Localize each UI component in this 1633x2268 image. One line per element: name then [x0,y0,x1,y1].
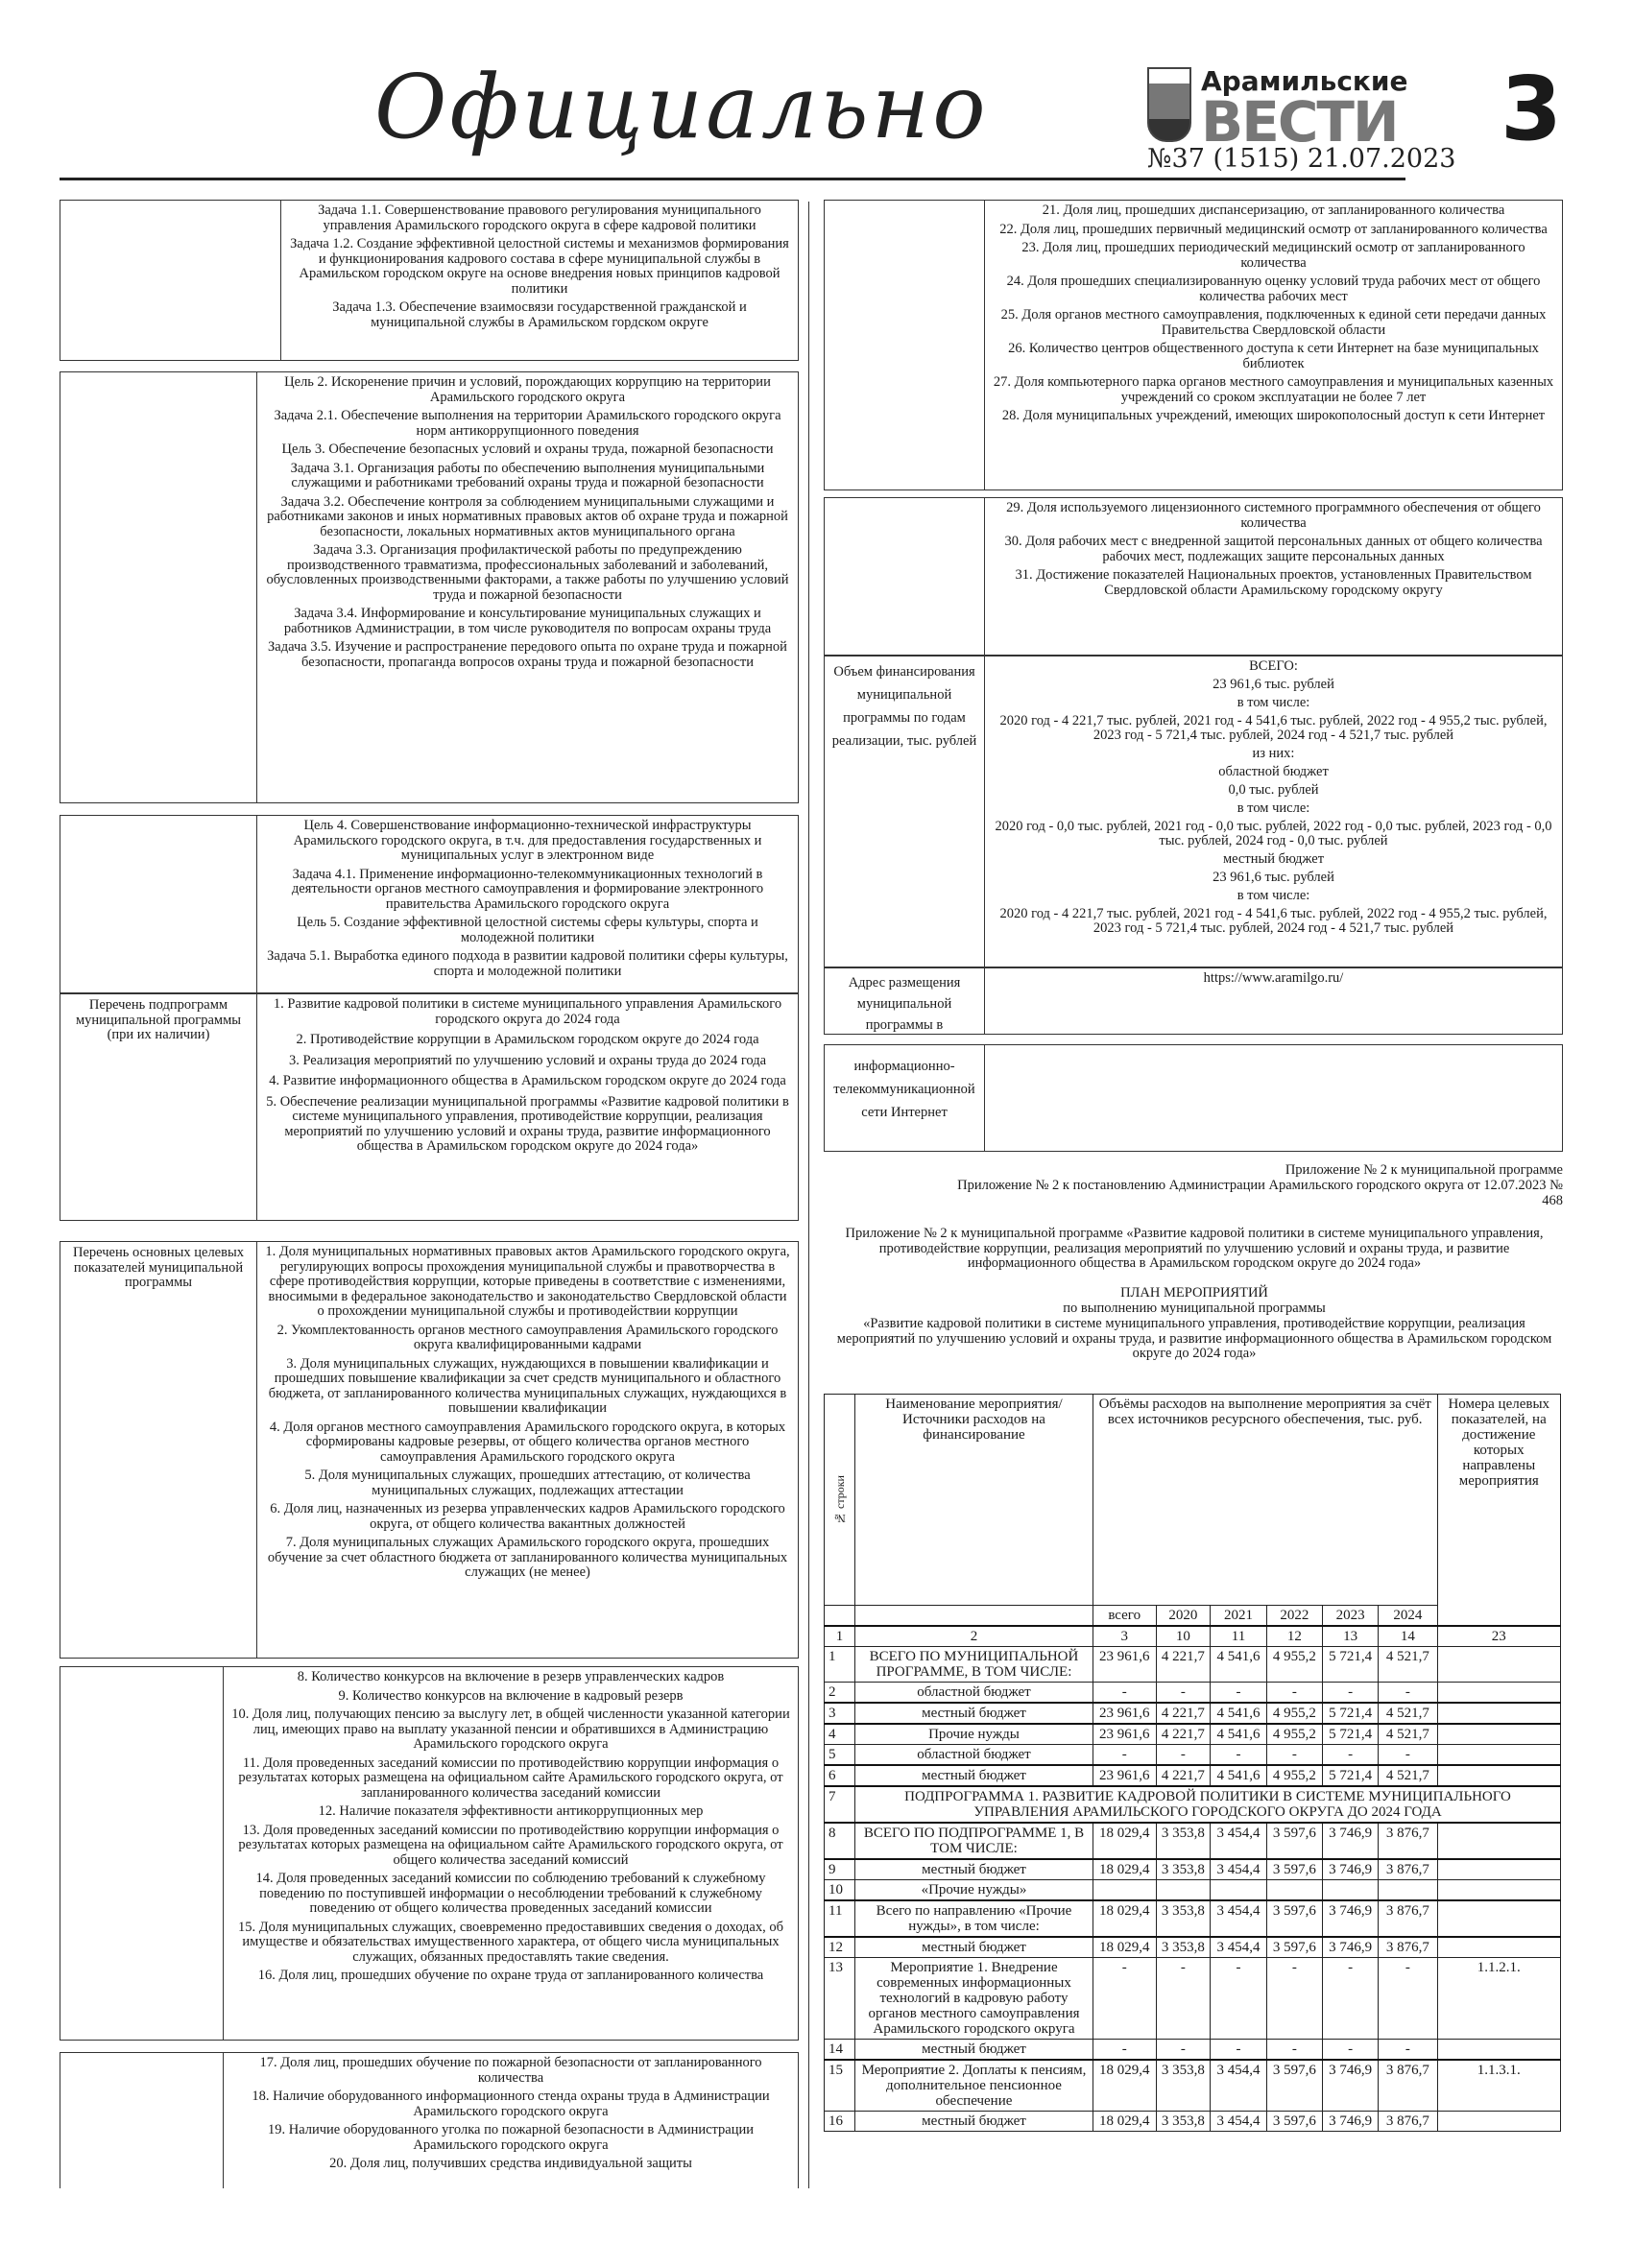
address-box-cont [824,1044,1563,1152]
column-number: 2 [855,1626,1093,1647]
appendix-note-1: Приложение № 2 к муниципальной программе [1285,1162,1563,1178]
address-label: Адрес размещения муниципальной программы в [825,968,985,1034]
year-header: 2022 [1266,1606,1322,1627]
row-value: - [1211,1683,1266,1704]
table-row [825,1745,1561,1766]
list-item: 24. Доля прошедших специализированную оценку условий труда рабочих мест от общего количества рабочих мест [1006,274,1541,304]
row-value [1437,1765,1561,1786]
list-item: 10. Доля лиц, получающих пенсию за выслугу лет, в общей численности указанной категории лиц, имеющих право на выплату указанной пенсии и обратившихся в Администрацию Арамильского городского округа [231,1707,790,1752]
row-value [1322,1880,1378,1901]
row-value: 4 955,2 [1266,1647,1322,1683]
row-value: 23 961,6 [1093,1765,1156,1786]
row-value: 4 955,2 [1266,1703,1322,1724]
goals-list [257,372,798,802]
column-number: 11 [1211,1626,1266,1647]
row-value: - [1379,1745,1437,1766]
year-header: 2024 [1379,1606,1437,1627]
row-value: 4 521,7 [1379,1765,1437,1786]
row-value: - [1211,1958,1266,2040]
indicators-box-3 [60,2052,799,2188]
row-value: 3 597,6 [1266,2112,1322,2132]
row-value: 18 029,4 [1093,1937,1156,1958]
row-value: 3 353,8 [1156,2060,1211,2112]
list-item: Задача 4.1. Применение информационно-телекоммуникационных технологий в деятельности органов местного самоуправления и формирование электронного правительства Арамильского городского округа [291,866,764,912]
list-item: 5. Обеспечение реализации муниципальной программы «Развитие кадровой политики в системе муниципального управления, противодействие коррупции, реализация мероприятий по улучшению условий и охраны труда, развитие информационного общества в Арамильском городском округе до 2024 года» [266,1093,789,1154]
row-value: 5 721,4 [1322,1765,1378,1786]
row-number: 8 [825,1823,855,1859]
goals-list [257,816,798,992]
list-item: 19. Наличие оборудованного уголка по пожарной безопасности в Администрации Арамильского городского округа [267,2122,755,2153]
row-value: 3 597,6 [1266,2060,1322,2112]
row-value: - [1322,1745,1378,1766]
list-item: Задача 3.4. Информирование и консультирование муниципальных служащих и работников Администрации, в том числе руководителя по вопросам охраны труда [283,606,772,636]
row-value: - [1156,2040,1211,2061]
list-item: в том числе: [1237,888,1310,903]
row-value: 4 521,7 [1379,1724,1437,1745]
list-item: 2020 год - 4 221,7 тыс. рублей, 2021 год - 4 541,6 тыс. рублей, 2022 год - 4 955,2 тыс. рублей, 2023 год - 5 721,4 тыс. рублей, 2024 год - 4 521,7 тыс. рублей [999,906,1548,936]
row-value: 4 955,2 [1266,1724,1322,1745]
row-value: - [1211,2040,1266,2061]
list-item: 23 961,6 тыс. рублей [1213,870,1334,885]
row-number: 12 [825,1937,855,1958]
row-value: 3 746,9 [1322,1859,1378,1880]
indicators-box-5 [824,497,1563,656]
row-value: 3 454,4 [1211,1900,1266,1937]
table-row [825,1786,1561,1823]
row-name: местный бюджет [855,1859,1093,1880]
row-name: Всего по направлению «Прочие нужды», в том числе: [855,1900,1093,1937]
row-value: 3 876,7 [1379,1900,1437,1937]
indicators-box-2 [60,1666,799,2041]
row-name: местный бюджет [855,1937,1093,1958]
row-value: 4 541,6 [1211,1724,1266,1745]
address-label-cont: информационно-телекоммуникационной сети Интернет [825,1045,985,1151]
table-row [825,1880,1561,1901]
row-value: 4 221,7 [1156,1703,1211,1724]
row-value [1437,1683,1561,1704]
row-value: 5 721,4 [1322,1647,1378,1683]
row-name: Мероприятие 2. Доплаты к пенсиям, дополнительное пенсионное обеспечение [855,2060,1093,2112]
row-value: 3 746,9 [1322,2060,1378,2112]
table-row [825,1823,1561,1859]
row-value [1379,1880,1437,1901]
table-row [825,1958,1561,2040]
row-value [1437,1937,1561,1958]
list-item: 23. Доля лиц, прошедших периодический медицинский осмотр от запланированного количества [1021,240,1525,271]
row-value [1437,1900,1561,1937]
row-value: - [1266,1958,1322,2040]
header-name: Наименование мероприятия/Источники расходов на финансирование [855,1395,1093,1606]
row-value: - [1322,1683,1378,1704]
list-item: 2. Укомплектованность органов местного самоуправления Арамильского городского округа квалифицированными кадрами [276,1322,779,1352]
row-value: 3 353,8 [1156,1823,1211,1859]
row-value: 18 029,4 [1093,2060,1156,2112]
row-value: - [1266,2040,1322,2061]
row-value: 3 454,4 [1211,1823,1266,1859]
section-title: Официально [374,56,989,158]
list-item: 2. Противодействие коррупции в Арамильском городском округе до 2024 года [296,1032,759,1047]
indicators-label: Перечень основных целевых показателей муниципальной программы [60,1242,257,1658]
page-number: 3 [1501,58,1563,160]
list-item: Цель 2. Искоренение причин и условий, порождающих коррупцию на территории Арамильского городского округа [284,374,771,405]
plan-subtitle: по выполнению муниципальной программы [1063,1301,1326,1316]
row-value [1211,1880,1266,1901]
coat-of-arms-icon [1147,67,1191,142]
row-value: 23 961,6 [1093,1703,1156,1724]
row-name: местный бюджет [855,2040,1093,2061]
row-value: 3 353,8 [1156,1937,1211,1958]
row-value: 3 876,7 [1379,2060,1437,2112]
row-number: 16 [825,2112,855,2132]
list-item: местный бюджет [1222,851,1325,867]
row-value: - [1266,1683,1322,1704]
list-item: 8. Количество конкурсов на включение в резерв управленческих кадров [297,1669,725,1684]
row-value: 4 955,2 [1266,1765,1322,1786]
list-item: 4. Доля органов местного самоуправления Арамильского городского округа, в которых сформированы кадровые резервы, от общего количества органов местного самоуправления Арамильского городского округа [269,1419,786,1465]
row-value: 3 746,9 [1322,1937,1378,1958]
row-name: областной бюджет [855,1745,1093,1766]
row-value: 3 454,4 [1211,2060,1266,2112]
plan-program-name: «Развитие кадровой политики в системе муниципального управления, противодействие коррупции, реализация мероприятий по улучшению условий и охраны труда, и развитие информационного общества в Арамильском городском округе до 2024 года» [836,1316,1552,1361]
row-number: 13 [825,1958,855,2040]
issue-info: №37 (1515) 21.07.2023 [1147,144,1456,174]
row-value: 3 746,9 [1322,2112,1378,2132]
row-number: 15 [825,2060,855,2112]
list-item: 30. Доля рабочих мест с внедренной защитой персональных данных от общего количества рабочих мест, подлежащих защите персональных данных [1004,534,1543,564]
table-row [825,1859,1561,1880]
row-value: - [1156,1958,1211,2040]
row-value: 1.1.3.1. [1437,2060,1561,2112]
list-item: 12. Наличие показателя эффективности антикоррупционных мер [318,1803,704,1819]
row-value: - [1156,1683,1211,1704]
header-volume: Объёмы расходов на выполнение мероприятия за счёт всех источников ресурсного обеспечения, тыс. руб. [1093,1395,1437,1606]
list-item: 4. Развитие информационного общества в Арамильском городском округе до 2024 года [269,1073,786,1088]
row-value: - [1093,2040,1156,2061]
row-value: - [1093,1683,1156,1704]
row-value: 4 541,6 [1211,1647,1266,1683]
financing-label: Объем финансирования муниципальной программы по годам реализации, тыс. рублей [825,657,985,967]
row-value: 18 029,4 [1093,1823,1156,1859]
row-value: - [1379,1958,1437,2040]
row-value: 4 521,7 [1379,1703,1437,1724]
row-value: 3 597,6 [1266,1859,1322,1880]
row-name: «Прочие нужды» [855,1880,1093,1901]
list-item: Задача 1.1. Совершенствование правового регулирования муниципального управления Арамильского городского округа в сфере кадровой политики [318,203,761,233]
row-value: - [1322,2040,1378,2061]
list-item: Цель 3. Обеспечение безопасных условий и охраны труда, пожарной безопасности [281,442,774,457]
list-item: в том числе: [1237,800,1310,816]
row-value [1156,1880,1211,1901]
row-value: 4 221,7 [1156,1765,1211,1786]
list-item: 13. Доля проведенных заседаний комиссии по противодействию коррупции информация о результатах которых размещена на официальном сайте Арамильского городского округа, от общего количества заседаний комиссий [238,1822,783,1868]
row-number: 10 [825,1880,855,1901]
list-item: Задача 3.3. Организация профилактической работы по предупреждению производственного травматизма, профессиональных заболеваний и заболеваний, обусловленных производственными факторами, а также работы по улучшению условий труда и пожарной безопасности [266,542,789,603]
column-number: 13 [1322,1626,1378,1647]
list-item: Задача 3.2. Обеспечение контроля за соблюдением муниципальными служащими и работниками законов и иных нормативных правовых актов об охране труда и пожарной безопасности, локальных нормативных актов муниципального органа [267,493,788,539]
list-item: 9. Количество конкурсов на включение в кадровый резерв [338,1687,684,1704]
list-item: 21. Доля лиц, прошедших диспансеризацию, от запланированного количества [1042,203,1505,218]
row-number: 14 [825,2040,855,2061]
row-name: местный бюджет [855,1703,1093,1724]
row-value: 3 876,7 [1379,1937,1437,1958]
goals-box-3 [60,815,799,993]
list-item: областной бюджет [1218,764,1329,779]
list-item: 17. Доля лиц, прошедших обучение по пожарной безопасности от запланированного количества [259,2055,762,2086]
appendix-note-2: Приложение № 2 к постановлению Администрации Арамильского городского округа от 12.07.2023 № 468 [957,1178,1563,1208]
row-value: - [1379,1683,1437,1704]
list-item: 25. Доля органов местного самоуправления, подключенных к единой сети передачи данных Правительства Свердловской области [1000,307,1547,338]
list-item: 14. Доля проведенных заседаний комиссии по соблюдению требований к служебному поведению по поступившей информации о несоблюдении требований к служебному поведению от общего количества проведенных заседаний комиссии [255,1871,766,1916]
list-item: 3. Реализация мероприятий по улучшению условий и охраны труда до 2024 года [288,1052,767,1068]
list-item: 5. Доля муниципальных служащих, прошедших аттестацию, от количества муниципальных служащих, подлежащих аттестации [304,1468,751,1498]
row-value [1437,2112,1561,2132]
row-number: 2 [825,1683,855,1704]
indicators-list [224,2053,798,2188]
list-item: 11. Доля проведенных заседаний комиссии по противодействию коррупции информация о результатах которых размещена на официальном сайте Арамильского городского округа, от запланированного количества заседаний комиссии [238,1755,783,1801]
list-item: в том числе: [1237,695,1310,710]
row-value: 23 961,6 [1093,1647,1156,1683]
address-box [824,967,1563,1035]
row-value [1437,1880,1561,1901]
header-row-number: № строки [825,1395,855,1606]
row-value: 3 353,8 [1156,1900,1211,1937]
column-number: 10 [1156,1626,1211,1647]
year-header: всего [1093,1606,1156,1627]
row-value: 18 029,4 [1093,1900,1156,1937]
column-number: 1 [825,1626,855,1647]
appendix-note-3: Приложение № 2 к муниципальной программе «Развитие кадровой политики в системе муниципального управления, противодействие коррупции, реализация мероприятий по улучшению условий и охраны труда, и развитие информационного общества в Арамильском городском округе до 2024 года» [845,1226,1544,1271]
plan-table [824,1394,1561,2132]
row-value: - [1093,1745,1156,1766]
row-name: ПОДПРОГРАММА 1. РАЗВИТИЕ КАДРОВОЙ ПОЛИТИКИ В СИСТЕМЕ МУНИЦИПАЛЬНОГО УПРАВЛЕНИЯ АРАМИЛЬСКОГО ГОРОДСКОГО ОКРУГА ДО 2024 ГОДА [855,1786,1561,1823]
table-row [825,2040,1561,2061]
column-number: 14 [1379,1626,1437,1647]
year-header: 2023 [1322,1606,1378,1627]
table-row [825,1724,1561,1745]
subprograms-label: Перечень подпрограмм муниципальной программы (при их наличии) [60,994,257,1220]
row-number: 1 [825,1647,855,1683]
row-value [1437,1745,1561,1766]
row-value: 5 721,4 [1322,1703,1378,1724]
row-value: 4 541,6 [1211,1765,1266,1786]
list-item: Задача 5.1. Выработка единого подхода в развитии кадровой политики сферы культуры, спорта и молодежной политики [267,948,788,979]
year-header: 2021 [1211,1606,1266,1627]
logo-top-text: Арамильские [1201,65,1408,97]
list-item: 20. Доля лиц, получивших средства индивидуальной защиты [329,2156,692,2171]
row-value: 3 746,9 [1322,1900,1378,1937]
row-value: 3 876,7 [1379,2112,1437,2132]
list-item: 28. Доля муниципальных учреждений, имеющих широкополосный доступ к сети Интернет [1001,408,1546,423]
indicators-box-4 [824,200,1563,490]
row-name: областной бюджет [855,1683,1093,1704]
list-item: 22. Доля лиц, прошедших первичный медицинский осмотр от запланированного количества [999,221,1548,237]
row-value: 3 353,8 [1156,1859,1211,1880]
list-item: 23 961,6 тыс. рублей [1213,677,1334,692]
row-value: 3 454,4 [1211,1859,1266,1880]
list-item: Задача 3.1. Организация работы по обеспечению выполнения муниципальными служащими и работниками требований охраны труда и пожарной безопасности [290,460,765,490]
row-value: 1.1.2.1. [1437,1958,1561,2040]
list-item: 26. Количество центров общественного доступа к сети Интернет на базе муниципальных библиотек [1008,341,1539,371]
table-row [825,1703,1561,1724]
row-value: 23 961,6 [1093,1724,1156,1745]
row-value: - [1156,1745,1211,1766]
indicators-list [224,1667,798,2040]
list-item: ВСЕГО: [1249,658,1298,674]
newspaper-logo [1147,65,1408,155]
row-value: 3 876,7 [1379,1859,1437,1880]
row-name: местный бюджет [855,2112,1093,2132]
row-value [1437,1647,1561,1683]
header-targets: Номера целевых показателей, на достижение которых направлены мероприятия [1437,1395,1561,1627]
row-value: 4 221,7 [1156,1647,1211,1683]
row-name: Прочие нужды [855,1724,1093,1745]
subprograms-box [60,993,799,1221]
row-number: 7 [825,1786,855,1823]
row-value: - [1093,1958,1156,2040]
row-value: - [1211,1745,1266,1766]
row-value [1437,1703,1561,1724]
subprograms-list [257,994,798,1220]
row-value: 4 521,7 [1379,1647,1437,1683]
list-item: из них: [1252,746,1295,761]
financing-box [824,656,1563,967]
logo-bottom-text: ВЕСТИ [1201,89,1398,155]
row-number: 4 [825,1724,855,1745]
header-divider [60,178,1405,180]
row-value [1437,2040,1561,2061]
list-item: 18. Наличие оборудованного информационного стенда охраны труда в Администрации Арамильского городского округа [252,2089,770,2119]
row-number: 9 [825,1859,855,1880]
row-number: 3 [825,1703,855,1724]
list-item: 0,0 тыс. рублей [1228,782,1319,798]
list-item: 7. Доля муниципальных служащих Арамильского городского округа, прошедших обучение за счет областного бюджета от запланированного количества муниципальных служащих (не менее) [267,1535,788,1580]
list-item: 16. Доля лиц, прошедших обучение по охране труда от запланированного количества [257,1968,764,1983]
row-value [1437,1724,1561,1745]
row-value: 3 454,4 [1211,2112,1266,2132]
indicators-list [257,1242,798,1658]
row-value [1437,1859,1561,1880]
row-value: 3 746,9 [1322,1823,1378,1859]
row-number: 6 [825,1765,855,1786]
list-item: 3. Доля муниципальных служащих, нуждающихся в повышении квалификации и прошедших повышение квалификации за счет средств муниципального и областного бюджета, от запланированного количества муниципальных служащих, нуждающихся в повышении квалификации [268,1355,787,1416]
year-header: 2020 [1156,1606,1211,1627]
row-name: местный бюджет [855,1765,1093,1786]
column-divider [808,202,809,2188]
list-item: Задача 1.3. Обеспечение взаимосвязи государственной гражданской и муниципальной службы в Арамильском гордском округе [332,299,747,330]
indicators-box [60,1241,799,1659]
column-number: 23 [1437,1626,1561,1647]
list-item: Цель 4. Совершенствование информационно-технической инфраструктуры Арамильского городского округа, в т.ч. для предоставления государственных и муниципальных услуг в электронном виде [293,818,762,863]
indicators-list [985,201,1562,489]
list-item: Задача 2.1. Обеспечение выполнения на территории Арамильского городского округа норм антикоррупционного поведения [274,408,781,439]
financing-details [985,657,1562,967]
list-item: Цель 5. Создание эффективной целостной системы сферы культуры, спорта и молодежной политики [297,915,758,945]
row-value: 18 029,4 [1093,2112,1156,2132]
column-number: 12 [1266,1626,1322,1647]
table-row [825,1765,1561,1786]
list-item: 29. Доля используемого лицензионного системного программного обеспечения от общего количества [1006,500,1541,531]
row-value: - [1266,1745,1322,1766]
table-row [825,2112,1561,2132]
row-name: Мероприятие 1. Внедрение современных информационных технологий в кадровую работу органов местного самоуправления Арамильского городского округа [855,1958,1093,2040]
row-value [1437,1823,1561,1859]
list-item: Задача 3.5. Изучение и распространение передового опыта по охране труда и пожарной безопасности, пропаганда вопросов охраны труда и пожарной безопасности [268,639,787,670]
list-item: 1. Доля муниципальных нормативных правовых актов Арамильского городского округа, регулирующих вопросы прохождения муниципальной службы и правотворчества в сфере противодействия коррупции, которые приведены в соответствие с изменениями, вносимыми в федеральное законодательство и законодательство Свердловской области о прохождении муниципальной службы и противодействии коррупции [265,1244,790,1319]
row-value: 3 454,4 [1211,1937,1266,1958]
row-value [1266,1880,1322,1901]
list-item: 1. Развитие кадровой политики в системе муниципального управления Арамильского городского округа до 2024 года [273,996,782,1027]
table-row [825,1683,1561,1704]
row-name: ВСЕГО ПО ПОДПРОГРАММЕ 1, В ТОМ ЧИСЛЕ: [855,1823,1093,1859]
table-row [825,1937,1561,1958]
program-url-link[interactable]: https://www.aramilgo.ru/ [1203,970,1344,986]
row-value: 4 221,7 [1156,1724,1211,1745]
row-name: ВСЕГО ПО МУНИЦИПАЛЬНОЙ ПРОГРАММЕ, В ТОМ ЧИСЛЕ: [855,1647,1093,1683]
row-value: 3 597,6 [1266,1937,1322,1958]
list-item: 31. Достижение показателей Национальных проектов, установленных Правительством Свердловской области Арамильскому городскому округу [1015,567,1532,598]
table-row [825,2060,1561,2112]
row-value: - [1379,2040,1437,2061]
row-value: 4 541,6 [1211,1703,1266,1724]
row-value: 5 721,4 [1322,1724,1378,1745]
list-item: 2020 год - 0,0 тыс. рублей, 2021 год - 0,0 тыс. рублей, 2022 год - 0,0 тыс. рублей, 2023 год - 0,0 тыс. рублей, 2024 год - 0,0 тыс. рублей [995,819,1552,848]
list-item: Задача 1.2. Создание эффективной целостной системы и механизмов формирования и функционирования кадрового состава в сфере муниципальной службы в Арамильском городском округе на основе внедрения новых принципов кадровой политики [290,236,789,297]
row-value: 3 353,8 [1156,2112,1211,2132]
row-value: 18 029,4 [1093,1859,1156,1880]
list-item: 27. Доля компьютерного парка органов местного самоуправления и муниципальных казенных учреждений со сроком эксплуатации не более 7 лет [993,374,1554,405]
row-value: 3 876,7 [1379,1823,1437,1859]
row-value: 3 597,6 [1266,1900,1322,1937]
row-value [1093,1880,1156,1901]
row-number: 11 [825,1900,855,1937]
plan-title: ПЛАН МЕРОПРИЯТИЙ [1120,1285,1268,1301]
list-item: 6. Доля лиц, назначенных из резерва управленческих кадров Арамильского городского округа, от общего количества вакантных должностей [270,1501,785,1532]
row-number: 5 [825,1745,855,1766]
list-item: 15. Доля муниципальных служащих, своевременно предоставивших сведения о доходах, об имуществе и обязательствах имущественного характера, от общего числа муниципальных служащих, обязанных предоставлять такие сведения. [238,1919,783,1965]
indicators-list [985,498,1562,655]
tasks-box-1 [60,200,799,361]
tasks-list [281,201,798,360]
column-number: 3 [1093,1626,1156,1647]
table-row [825,1647,1561,1683]
list-item: 2020 год - 4 221,7 тыс. рублей, 2021 год - 4 541,6 тыс. рублей, 2022 год - 4 955,2 тыс. рублей, 2023 год - 5 721,4 тыс. рублей, 2024 год - 4 521,7 тыс. рублей [999,713,1548,743]
table-row [825,1900,1561,1937]
row-value: 3 597,6 [1266,1823,1322,1859]
row-value: - [1322,1958,1378,2040]
goals-box-2 [60,371,799,803]
